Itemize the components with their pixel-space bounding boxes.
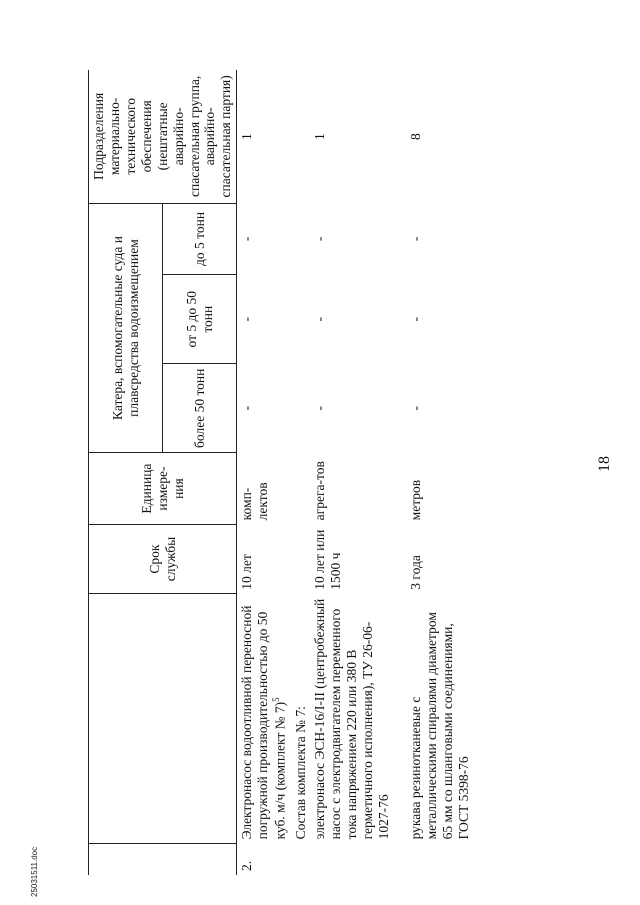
item-k2: - <box>408 316 424 322</box>
header-row-1 <box>89 70 163 875</box>
item-num-empty <box>394 843 474 875</box>
item-k1: - <box>312 406 328 411</box>
header-srok: Срок службы <box>89 524 237 593</box>
header-unit: Единица измере-ния <box>89 453 237 524</box>
header-name-cell <box>89 594 237 844</box>
row-num: 2. <box>239 860 255 871</box>
row-name-footnote: 5 <box>271 697 282 702</box>
row-k1: - <box>239 406 255 411</box>
row-name-text: Электронасос водоотливной переносной погружной производительностью до 50 куб. м/ч (комплект № 7) <box>239 605 288 840</box>
item-k2: - <box>312 316 328 322</box>
header-k2: от 5 до 50 тонн <box>163 275 237 364</box>
table-row <box>237 70 291 875</box>
header-sub: Подразделения материально-технического обеспечения (нештатные аварийно-спасательная группа, аварийно-спасательная партия) <box>89 70 237 203</box>
page-number: 18 <box>596 456 613 472</box>
row-k3: - <box>239 236 255 242</box>
section-rest-empty <box>291 70 311 594</box>
row-sub: 1 <box>239 133 255 140</box>
item-unit: агрега-тов <box>312 461 328 521</box>
item-k1: - <box>408 406 424 411</box>
row-srok: 10 лет <box>239 554 255 590</box>
item-k3: - <box>312 236 328 242</box>
section-num-empty <box>291 843 311 875</box>
row-unit: комп-лектов <box>239 482 271 521</box>
header-group: Катера, вспомогательные суда и плавсредства водоизмещением <box>89 203 163 453</box>
item-srok: 3 года <box>408 555 424 590</box>
item-sub: 8 <box>408 133 424 140</box>
item-sub: 1 <box>312 133 328 140</box>
item-name: электронасос ЭСН-16/I-II (центробежный насос с электродвигателем переменного тока напряжением 220 или 380 В герметичного исполнения), ТУ 26-06-1027-76 <box>312 598 392 840</box>
item-srok: 10 лет или 1500 ч <box>312 529 344 590</box>
list-item <box>394 70 474 875</box>
header-k3: до 5 тонн <box>163 203 237 274</box>
row-k2: - <box>239 316 255 322</box>
item-unit: метров <box>408 479 424 521</box>
item-num-empty <box>310 843 394 875</box>
header-k1: более 50 тонн <box>163 364 237 453</box>
section-row <box>291 70 311 875</box>
header-num-cell <box>89 843 237 875</box>
item-name: рукава резинотканевые с металлическими спиралями диаметром 65 мм со шланговыми соединениями, ГОСТ 5398-76 <box>408 612 471 840</box>
item-k3: - <box>408 236 424 242</box>
list-item <box>310 70 394 875</box>
file-name: 25031511.doc <box>30 846 39 897</box>
section-title: Состав комплекта № 7: <box>292 706 308 840</box>
row-name <box>237 594 291 844</box>
equipment-table <box>88 70 474 875</box>
